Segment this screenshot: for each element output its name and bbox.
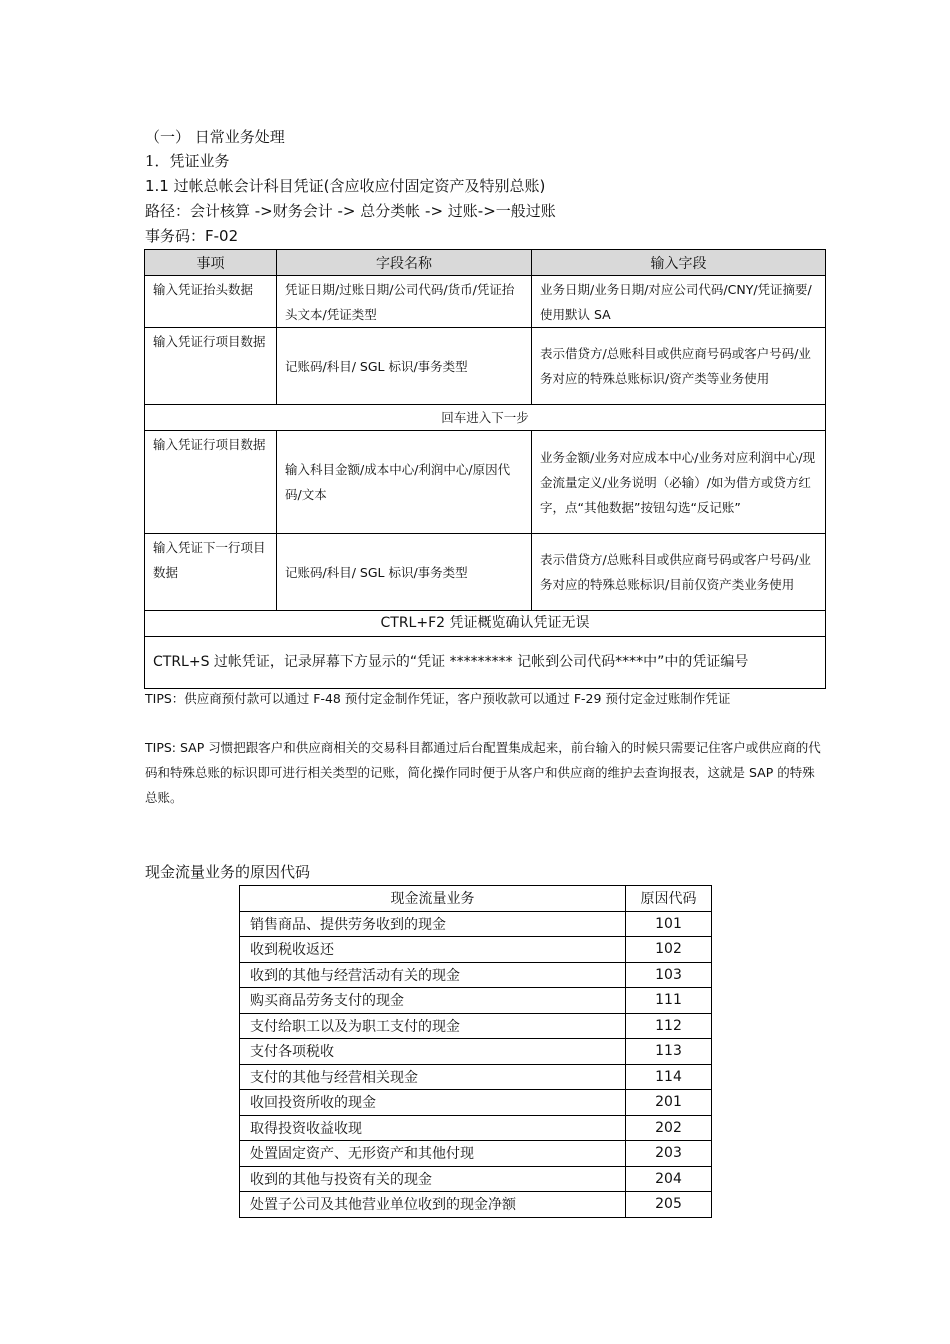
- tcode-text: 事务码：F-02: [145, 227, 239, 245]
- section-title: （一） 日常业务处理: [145, 128, 285, 146]
- cell-input: 业务日期/业务日期/对应公司代码/CNY/凭证摘要/使用默认 SA: [532, 276, 826, 328]
- header-reason-code: 原因代码: [626, 886, 712, 912]
- cell-name: 购买商品劳务支付的现金: [240, 988, 626, 1014]
- cell-input: 表示借贷方/总账科目或供应商号码或客户号码/业务对应的特殊总账标识/目前仅资产类业务使用: [532, 534, 826, 611]
- cell-code: 205: [626, 1192, 712, 1218]
- header-input: 输入字段: [532, 250, 826, 276]
- cell-name: 支付给职工以及为职工支付的现金: [240, 1013, 626, 1039]
- table-row: [240, 1141, 712, 1167]
- table-row: [240, 1192, 712, 1218]
- cell-item: 输入凭证行项目数据: [145, 328, 277, 405]
- sub-title: 1．凭证业务: [145, 152, 230, 170]
- cell-name: 收到税收返还: [240, 937, 626, 963]
- table-row: [240, 962, 712, 988]
- table-row: [240, 937, 712, 963]
- cell-field: 记账码/科目/ SGL 标识/事务类型: [277, 534, 532, 611]
- cell-code: 204: [626, 1166, 712, 1192]
- cell-code: 103: [626, 962, 712, 988]
- table-row-merged: [145, 611, 826, 637]
- subsub-title: 1.1 过帐总帐会计科目凭证(含应收应付固定资产及特别总账): [145, 177, 546, 195]
- cell-name: 收到的其他与投资有关的现金: [240, 1166, 626, 1192]
- cell-name: 销售商品、提供劳务收到的现金: [240, 911, 626, 937]
- table-header-row: [145, 250, 826, 276]
- cell-merged: CTRL+F2 凭证概览确认凭证无误: [145, 611, 826, 637]
- cell-code: 101: [626, 911, 712, 937]
- cell-item: 输入凭证下一行项目数据: [145, 534, 277, 611]
- table-row-merged: [145, 637, 826, 689]
- tips-paragraph: TIPS: SAP 习惯把跟客户和供应商相关的交易科目都通过后台配置集成起来，前台输入的时候只需要记住客户或供应商的代码和特殊总账的标识即可进行相关类型的记账，简化操作同时便于从客户和供应商的维护去查询报表，这就是 SAP 的特殊总账。: [145, 740, 821, 805]
- tips-paragraph: TIPS：供应商预付款可以通过 F-48 预付定金制作凭证，客户预收款可以通过 F-29 预付定金过账制作凭证: [145, 691, 731, 706]
- table-row: [240, 1115, 712, 1141]
- cell-name: 支付各项税收: [240, 1039, 626, 1065]
- cell-code: 201: [626, 1090, 712, 1116]
- cell-code: 114: [626, 1064, 712, 1090]
- procedure-table: [144, 249, 826, 689]
- cell-code: 111: [626, 988, 712, 1014]
- cell-code: 203: [626, 1141, 712, 1167]
- table-header-row: [240, 886, 712, 912]
- cell-input: 业务金额/业务对应成本中心/业务对应利润中心/现金流量定义/业务说明（必输）/如为借方或贷方红字，点“其他数据”按钮勾选“反记账”: [532, 431, 826, 534]
- table-row: [145, 276, 826, 328]
- cell-name: 收回投资所收的现金: [240, 1090, 626, 1116]
- cell-field: 记账码/科目/ SGL 标识/事务类型: [277, 328, 532, 405]
- cell-field: 输入科目金额/成本中心/利润中心/原因代码/文本: [277, 431, 532, 534]
- header-cash-business: 现金流量业务: [240, 886, 626, 912]
- path-text: 路径：会计核算 ->财务会计 -> 总分类帐 -> 过账->一般过账: [145, 202, 556, 220]
- cell-code: 112: [626, 1013, 712, 1039]
- cell-field: 凭证日期/过账日期/公司代码/货币/凭证抬头文本/凭证类型: [277, 276, 532, 328]
- cell-name: 处置固定资产、无形资产和其他付现: [240, 1141, 626, 1167]
- cell-merged: CTRL+S 过帐凭证，记录屏幕下方显示的“凭证 ********* 记帐到公司代码****中”中的凭证编号: [145, 637, 826, 689]
- cell-item: 输入凭证抬头数据: [145, 276, 277, 328]
- table-row: [145, 328, 826, 405]
- cell-merged: 回车进入下一步: [145, 405, 826, 431]
- header-item: 事项: [145, 250, 277, 276]
- cell-name: 收到的其他与经营活动有关的现金: [240, 962, 626, 988]
- cell-name: 支付的其他与经营相关现金: [240, 1064, 626, 1090]
- table-row: [240, 988, 712, 1014]
- table-row: [240, 1064, 712, 1090]
- cell-code: 102: [626, 937, 712, 963]
- table-row-merged: [145, 405, 826, 431]
- cell-code: 113: [626, 1039, 712, 1065]
- table-row: [145, 431, 826, 534]
- header-field: 字段名称: [277, 250, 532, 276]
- table-row: [145, 534, 826, 611]
- table-row: [240, 1090, 712, 1116]
- cell-name: 取得投资收益收现: [240, 1115, 626, 1141]
- cell-code: 202: [626, 1115, 712, 1141]
- table-row: [240, 1039, 712, 1065]
- cash-section-title: 现金流量业务的原因代码: [145, 863, 311, 881]
- cell-input: 表示借贷方/总账科目或供应商号码或客户号码/业务对应的特殊总账标识/资产类等业务使用: [532, 328, 826, 405]
- cash-flow-code-table: [239, 885, 712, 1218]
- table-row: [240, 1013, 712, 1039]
- cell-name: 处置子公司及其他营业单位收到的现金净额: [240, 1192, 626, 1218]
- cell-item: 输入凭证行项目数据: [145, 431, 277, 534]
- table-row: [240, 911, 712, 937]
- table-row: [240, 1166, 712, 1192]
